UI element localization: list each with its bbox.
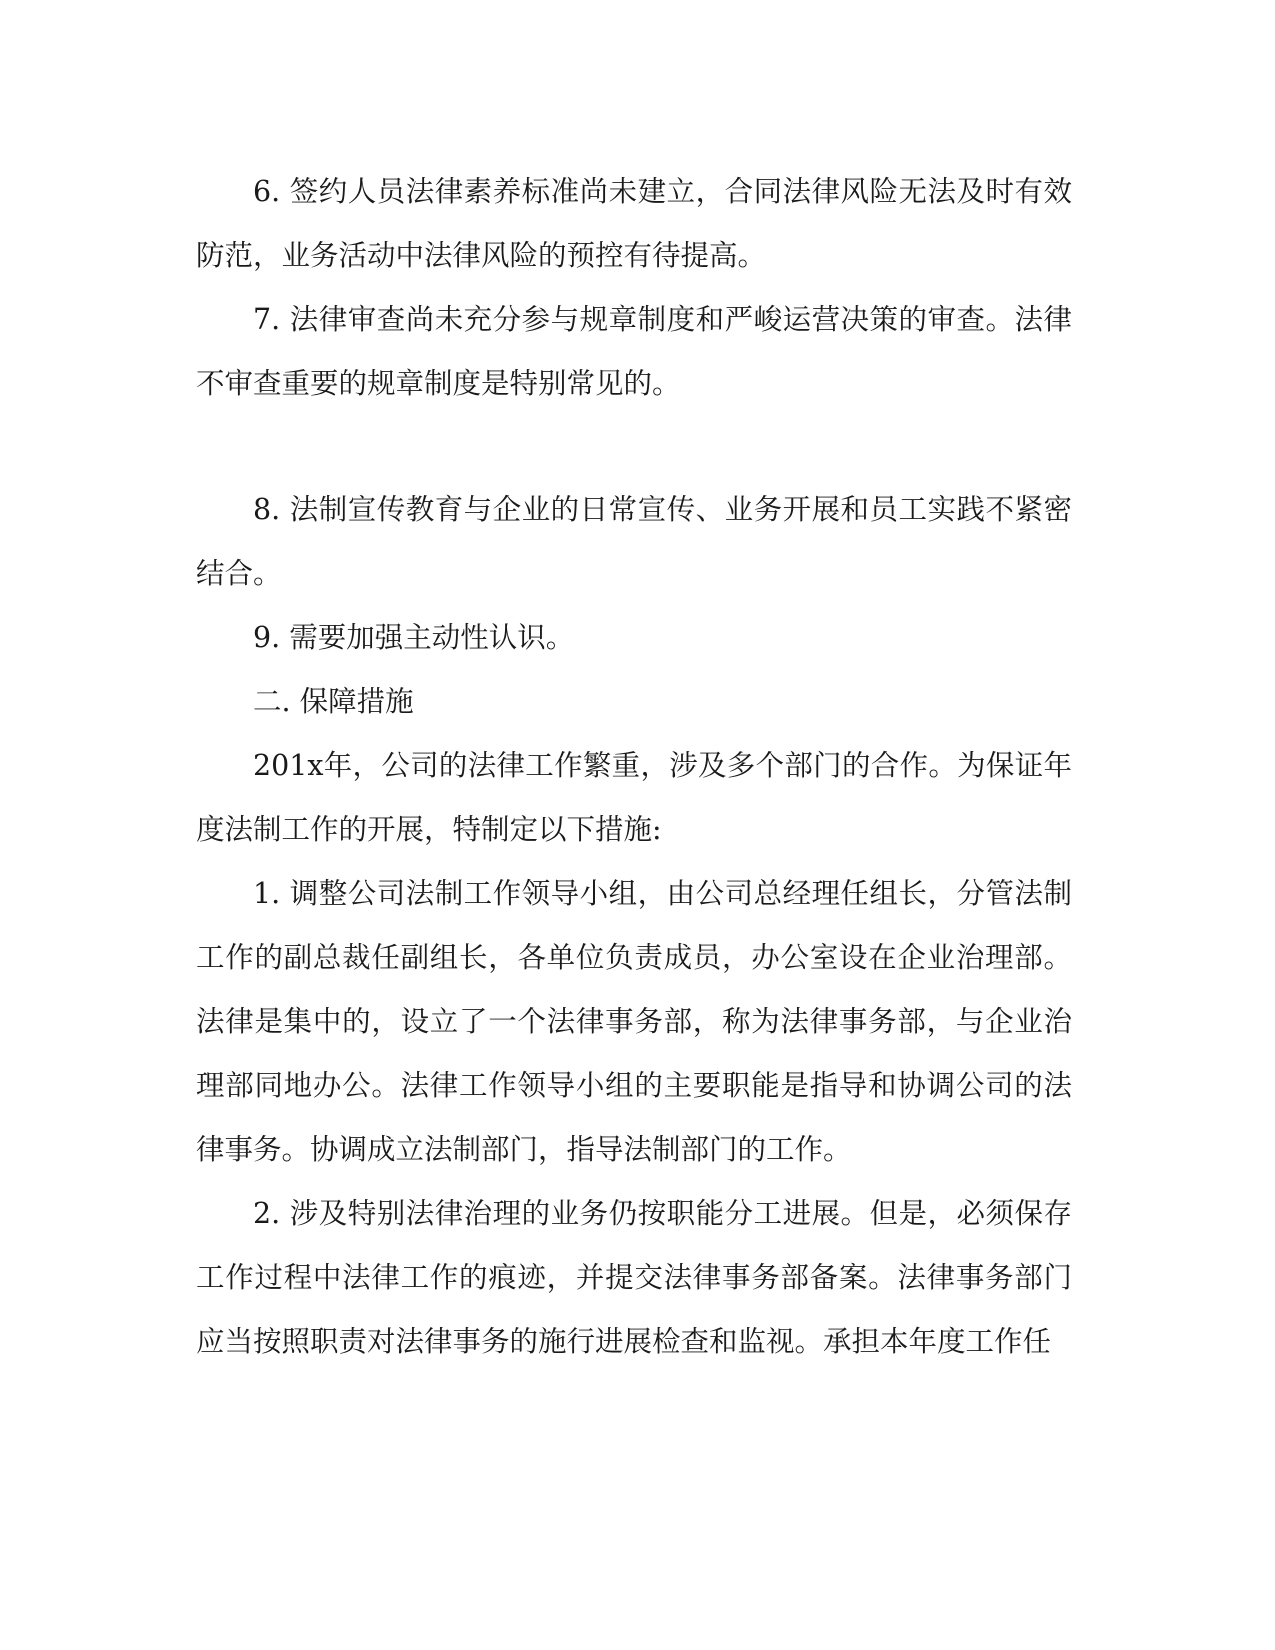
paragraph-intro: 201x年，公司的法律工作繁重，涉及多个部门的合作。为保证年度法制工作的开展，特制定以下措施: bbox=[196, 749, 1072, 846]
section-heading-safeguards: 二. 保障措施 bbox=[253, 685, 414, 718]
paragraph-measure-1: 1. 调整公司法制工作领导小组，由公司总经理任组长，分管法制工作的副总裁任副组长，各单位负责成员，办公室设在企业治理部。法律是集中的，设立了一个法律事务部，称为法律事务部，与企业治理部同地办公。法律工作领导小组的主要职能是指导和协调公司的法律事务。协调成立法制部门，指导法制部门的工作。 bbox=[196, 877, 1072, 1166]
paragraph-measure-2: 2. 涉及特别法律治理的业务仍按职能分工进展。但是，必须保存工作过程中法律工作的痕迹，并提交法律事务部备案。法律事务部门应当按照职责对法律事务的施行进展检查和监视。承担本年度工作任 bbox=[196, 1197, 1072, 1358]
document-body bbox=[196, 160, 1072, 1374]
paragraph-item-6: 6. 签约人员法律素养标准尚未建立，合同法律风险无法及时有效防范，业务活动中法律风险的预控有待提高。 bbox=[196, 175, 1072, 272]
paragraph-item-7: 7. 法律审查尚未充分参与规章制度和严峻运营决策的审查。法律不审查重要的规章制度是特别常见的。 bbox=[196, 303, 1072, 400]
paragraph-item-9: 9. 需要加强主动性认识。 bbox=[253, 621, 575, 654]
paragraph-item-8: 8. 法制宣传教育与企业的日常宣传、业务开展和员工实践不紧密结合。 bbox=[196, 493, 1072, 590]
